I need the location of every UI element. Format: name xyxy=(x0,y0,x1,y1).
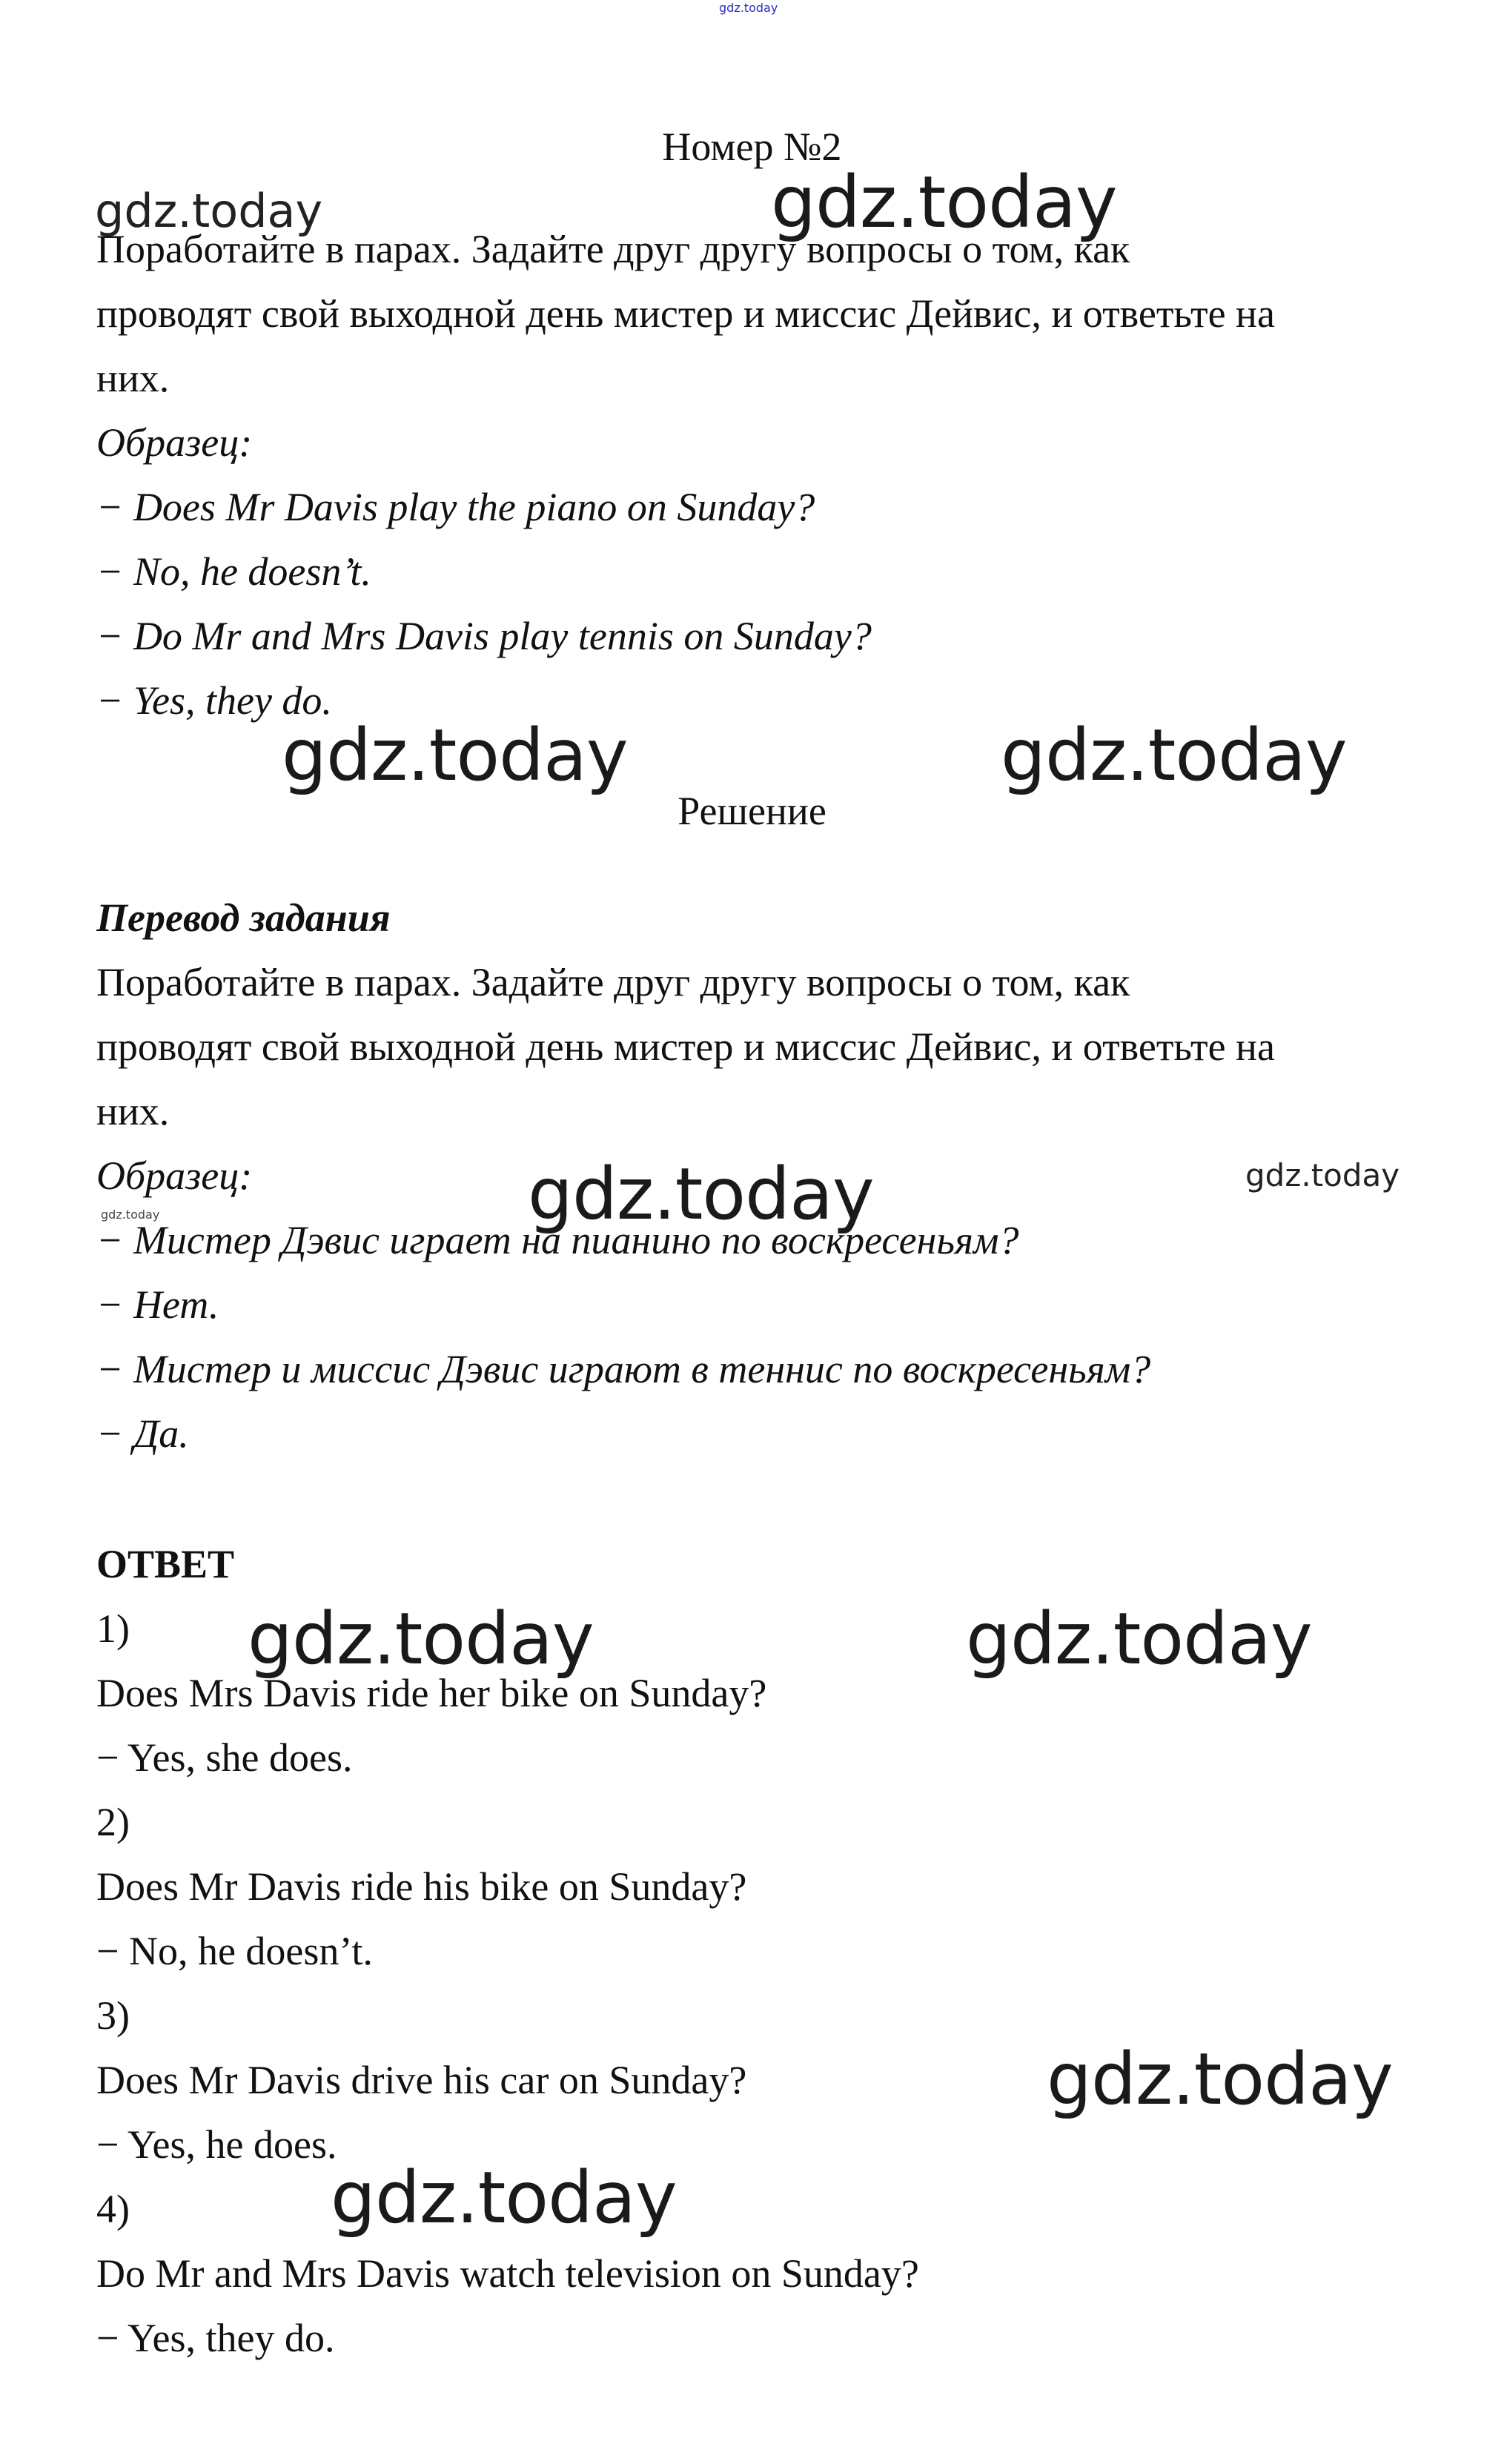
task-line-2: проводят свой выходной день мистер и миссис Дейвис, и ответьте на xyxy=(96,291,1275,336)
translation-sample-line-3: − Мистер и миссис Дэвис играют в теннис по воскресеньям? xyxy=(96,1347,1151,1391)
watermark: gdz.today xyxy=(101,1208,160,1222)
answer-num-4: 4) xyxy=(96,2187,130,2231)
answer-reply-4: − Yes, they do. xyxy=(96,2316,335,2360)
watermark: gdz.today xyxy=(771,161,1117,244)
answer-num-2: 2) xyxy=(96,1800,130,1844)
translation-sample-line-1: − Мистер Дэвис играет на пианино по воскресеньям? xyxy=(96,1218,1019,1262)
sample-label: Образец: xyxy=(96,420,253,465)
watermark: gdz.today xyxy=(966,1597,1312,1680)
sample-line-3: − Do Mr and Mrs Davis play tennis on Sunday? xyxy=(96,614,872,658)
answer-question-4: Do Mr and Mrs Davis watch television on Sunday? xyxy=(96,2251,919,2296)
sample-line-1: − Does Mr Davis play the piano on Sunday? xyxy=(96,485,815,529)
answer-num-1: 1) xyxy=(96,1606,130,1651)
answer-question-3: Does Mr Davis drive his car on Sunday? xyxy=(96,2058,747,2102)
task-line-1: Поработайте в парах. Задайте друг другу вопросы о том, как xyxy=(96,227,1130,271)
answer-heading: ОТВЕТ xyxy=(96,1542,235,1586)
task-line-3: них. xyxy=(96,356,170,400)
translation-line-3: них. xyxy=(96,1089,170,1133)
page-title: Номер №2 xyxy=(662,125,842,169)
sample-line-2: − No, he doesn’t. xyxy=(96,549,371,594)
watermark: gdz.today xyxy=(528,1153,874,1236)
translation-sample-line-2: − Нет. xyxy=(96,1282,219,1327)
watermark: gdz.today xyxy=(331,2156,677,2239)
watermark: gdz.today xyxy=(282,714,628,797)
watermark: gdz.today xyxy=(248,1597,594,1680)
answer-question-2: Does Mr Davis ride his bike on Sunday? xyxy=(96,1864,747,1909)
answer-question-1: Does Mrs Davis ride her bike on Sunday? xyxy=(96,1671,767,1715)
solution-heading: Решение xyxy=(678,789,826,833)
translation-sample-label: Образец: xyxy=(96,1153,253,1198)
answer-reply-1: − Yes, she does. xyxy=(96,1735,353,1780)
translation-heading: Перевод задания xyxy=(96,895,391,940)
top-watermark: gdz.today xyxy=(719,1,778,15)
sample-line-4: − Yes, they do. xyxy=(96,678,332,723)
watermark: gdz.today xyxy=(1245,1157,1400,1193)
translation-line-1: Поработайте в парах. Задайте друг другу вопросы о том, как xyxy=(96,960,1130,1004)
translation-line-2: проводят свой выходной день мистер и миссис Дейвис, и ответьте на xyxy=(96,1024,1275,1069)
watermark: gdz.today xyxy=(95,184,323,238)
watermark: gdz.today xyxy=(1001,714,1347,797)
translation-sample-line-4: − Да. xyxy=(96,1411,189,1456)
watermark: gdz.today xyxy=(1047,2038,1393,2121)
answer-num-3: 3) xyxy=(96,1993,130,2038)
answer-reply-3: − Yes, he does. xyxy=(96,2122,337,2167)
answer-reply-2: − No, he doesn’t. xyxy=(96,1929,373,1973)
